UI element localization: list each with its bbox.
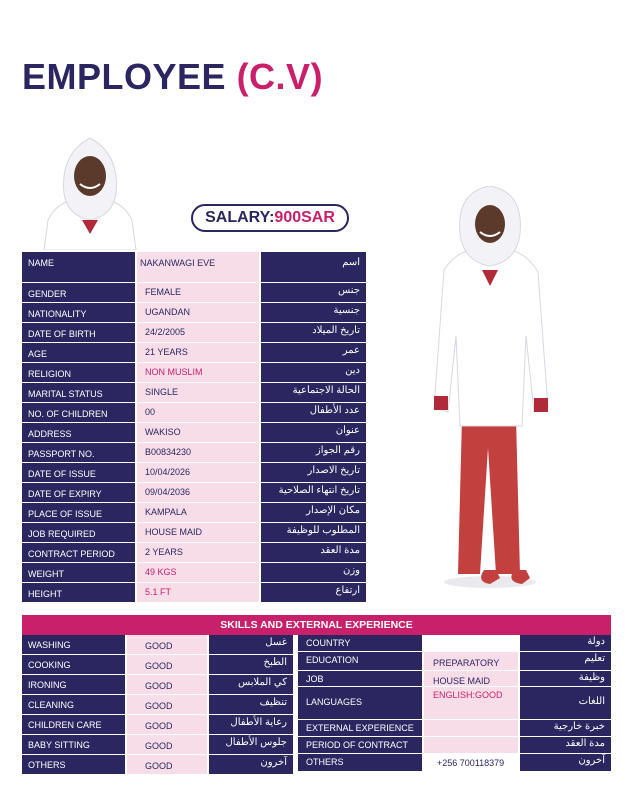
row-label: NATIONALITY xyxy=(22,303,135,322)
skill-label: OTHERS xyxy=(22,755,125,774)
row-value: 00 xyxy=(137,403,259,422)
skill-value: GOOD xyxy=(127,755,207,774)
table-row xyxy=(22,675,293,695)
row-label: WEIGHT xyxy=(22,563,135,582)
row-arabic: تاريخ الاصدار xyxy=(261,463,366,482)
row-value: 24/2/2005 xyxy=(137,323,259,342)
row-label: NO. OF CHILDREN xyxy=(22,403,135,422)
experience-value xyxy=(424,720,518,736)
skill-arabic: جلوس الأطفال xyxy=(209,735,293,754)
salary-label: SALARY: xyxy=(205,209,275,226)
experience-arabic: وظيفة xyxy=(520,671,611,686)
table-row xyxy=(22,655,293,675)
row-value: NAKANWAGI EVE xyxy=(137,252,259,282)
skill-arabic: رعاية الأطفال xyxy=(209,715,293,734)
experience-arabic: اللغات xyxy=(520,687,611,719)
row-value: FEMALE xyxy=(137,283,259,302)
table-row xyxy=(22,252,366,283)
row-value: B00834230 xyxy=(137,443,259,462)
row-value: SINGLE xyxy=(137,383,259,402)
row-arabic: عدد الأطفال xyxy=(261,403,366,422)
experience-arabic: خبرة خارجية xyxy=(520,720,611,736)
table-row xyxy=(22,343,366,363)
row-arabic: عنوان xyxy=(261,423,366,442)
experience-value: PREPARATORY xyxy=(424,652,518,670)
experience-value: +256 700118379 xyxy=(424,754,518,771)
row-label: DATE OF EXPIRY xyxy=(22,483,135,502)
row-label: MARITAL STATUS xyxy=(22,383,135,402)
salary-value: 900SAR xyxy=(274,209,335,226)
table-row xyxy=(298,635,611,652)
row-arabic: تاريخ انتهاء الصلاحية xyxy=(261,483,366,502)
experience-label: PERIOD OF CONTRACT xyxy=(298,737,422,753)
salary-badge xyxy=(191,204,349,232)
row-arabic: جنسية xyxy=(261,303,366,322)
table-row xyxy=(22,423,366,443)
skill-arabic: آخرون xyxy=(209,755,293,774)
experience-label: COUNTRY xyxy=(298,635,422,651)
row-label: HEIGHT xyxy=(22,583,135,602)
table-row xyxy=(22,463,366,483)
row-label: RELIGION xyxy=(22,363,135,382)
row-label: CONTRACT PERIOD xyxy=(22,543,135,562)
experience-label: OTHERS xyxy=(298,754,422,771)
table-row xyxy=(22,755,293,775)
row-arabic: عمر xyxy=(261,343,366,362)
skill-label: IRONING xyxy=(22,675,125,694)
experience-value: HOUSE MAID xyxy=(424,671,518,686)
row-arabic: دين xyxy=(261,363,366,382)
experience-value xyxy=(424,635,518,651)
row-value: 10/04/2026 xyxy=(137,463,259,482)
experience-label: EXTERNAL EXPERIENCE xyxy=(298,720,422,736)
row-arabic: جنس xyxy=(261,283,366,302)
row-label: NAME xyxy=(22,252,135,282)
row-arabic: اسم xyxy=(261,252,366,282)
row-label: DATE OF ISSUE xyxy=(22,463,135,482)
row-value: 5.1 FT xyxy=(137,583,259,602)
row-label: DATE OF BIRTH xyxy=(22,323,135,342)
table-row xyxy=(22,543,366,563)
skill-value: GOOD xyxy=(127,715,207,734)
skill-arabic: غسل xyxy=(209,635,293,654)
row-arabic: المطلوب للوظيفة xyxy=(261,523,366,542)
table-row xyxy=(22,383,366,403)
table-row xyxy=(298,652,611,671)
experience-table xyxy=(298,635,611,772)
title-employee: EMPLOYEE xyxy=(22,56,227,97)
skill-value: GOOD xyxy=(127,695,207,714)
row-arabic: وزن xyxy=(261,563,366,582)
skill-label: CLEANING xyxy=(22,695,125,714)
row-value: NON MUSLIM xyxy=(137,363,259,382)
row-arabic: تاريخ الميلاد xyxy=(261,323,366,342)
experience-arabic: آخرون xyxy=(520,754,611,771)
table-row xyxy=(22,443,366,463)
table-row xyxy=(22,503,366,523)
row-label: GENDER xyxy=(22,283,135,302)
table-row xyxy=(298,687,611,720)
portrait-photo xyxy=(38,134,142,250)
row-arabic: رقم الجواز xyxy=(261,443,366,462)
table-row xyxy=(22,403,366,423)
row-value: 49 KGS xyxy=(137,563,259,582)
row-arabic: مدة العقد xyxy=(261,543,366,562)
table-row xyxy=(298,720,611,737)
skill-label: COOKING xyxy=(22,655,125,674)
experience-label: EDUCATION xyxy=(298,652,422,670)
row-value: 21 YEARS xyxy=(137,343,259,362)
skill-arabic: تنظيف xyxy=(209,695,293,714)
row-label: PLACE OF ISSUE xyxy=(22,503,135,522)
experience-label: LANGUAGES xyxy=(298,687,422,719)
row-arabic: مكان الإصدار xyxy=(261,503,366,522)
experience-value xyxy=(424,737,518,753)
page-title xyxy=(22,56,323,98)
skill-value: GOOD xyxy=(127,635,207,654)
row-value: 2 YEARS xyxy=(137,543,259,562)
row-label: PASSPORT NO. xyxy=(22,443,135,462)
row-label: ADDRESS xyxy=(22,423,135,442)
skill-value: GOOD xyxy=(127,675,207,694)
skills-header: SKILLS AND EXTERNAL EXPERIENCE xyxy=(22,615,611,635)
table-row xyxy=(22,523,366,543)
table-row xyxy=(22,635,293,655)
experience-arabic: مدة العقد xyxy=(520,737,611,753)
table-row xyxy=(22,715,293,735)
skill-arabic: كي الملابس xyxy=(209,675,293,694)
experience-arabic: تعليم xyxy=(520,652,611,670)
table-row xyxy=(298,737,611,754)
row-label: AGE xyxy=(22,343,135,362)
experience-arabic: دولة xyxy=(520,635,611,651)
skills-table xyxy=(22,635,293,775)
skill-label: BABY SITTING xyxy=(22,735,125,754)
row-value: WAKISO xyxy=(137,423,259,442)
personal-details-table xyxy=(22,252,366,603)
title-cv: (C.V) xyxy=(236,56,324,97)
row-value: UGANDAN xyxy=(137,303,259,322)
table-row xyxy=(22,483,366,503)
table-row xyxy=(22,283,366,303)
experience-value: ENGLISH:GOOD xyxy=(424,687,518,719)
table-row xyxy=(22,563,366,583)
table-row xyxy=(22,695,293,715)
row-arabic: ارتفاع xyxy=(261,583,366,602)
skill-label: WASHING xyxy=(22,635,125,654)
skill-arabic: الطبخ xyxy=(209,655,293,674)
skill-label: CHILDREN CARE xyxy=(22,715,125,734)
full-body-photo xyxy=(430,186,552,590)
row-label: JOB REQUIRED xyxy=(22,523,135,542)
row-value: 09/04/2036 xyxy=(137,483,259,502)
experience-label: JOB xyxy=(298,671,422,686)
row-arabic: الحالة الاجتماعية xyxy=(261,383,366,402)
table-row xyxy=(298,671,611,687)
table-row xyxy=(22,303,366,323)
table-row xyxy=(22,323,366,343)
table-row xyxy=(22,735,293,755)
table-row xyxy=(22,363,366,383)
skill-value: GOOD xyxy=(127,655,207,674)
row-value: HOUSE MAID xyxy=(137,523,259,542)
skill-value: GOOD xyxy=(127,735,207,754)
row-value: KAMPALA xyxy=(137,503,259,522)
table-row xyxy=(298,754,611,772)
table-row xyxy=(22,583,366,603)
